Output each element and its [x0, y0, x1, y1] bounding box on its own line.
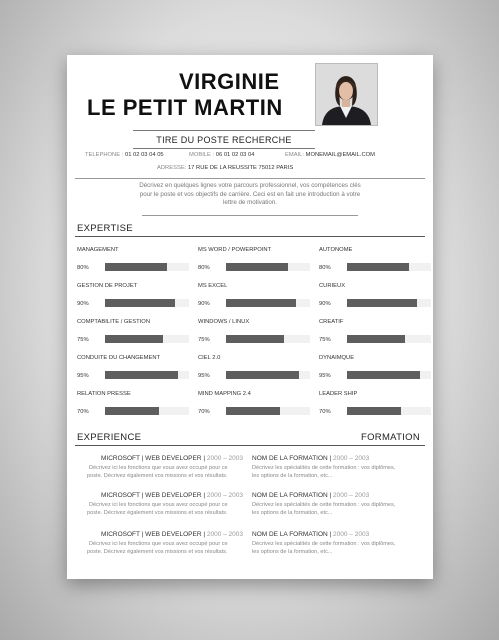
- skill-label: COMPTABILITE / GESTION: [77, 319, 151, 325]
- formation-years: 2000 – 2003: [333, 531, 370, 538]
- experience-entry-title: [101, 531, 243, 538]
- skill-label: AUTONOME: [319, 247, 353, 253]
- header-divider: [75, 178, 425, 179]
- skill-percent: 70%: [198, 409, 210, 415]
- formation-entry-title: [252, 455, 369, 462]
- experience-description: Décrivez ici les fonctions que vous avez occupé pour ce: [89, 541, 228, 547]
- address-value: 17 RUE DE LA REUSSITE 75012 PARIS: [187, 165, 294, 171]
- expertise-rule: [75, 236, 425, 237]
- job-title: TIRE DU POSTE RECHERCHE: [156, 135, 292, 145]
- skill-label: CIEL 2.0: [198, 355, 221, 361]
- formation-name: NOM DE LA FORMATION |: [252, 455, 332, 462]
- formation-name: NOM DE LA FORMATION |: [252, 492, 332, 499]
- intro-line-3: lettre de motivation.: [223, 199, 277, 206]
- contact-email: [285, 152, 375, 158]
- skill-label: CONDUITE DU CHANGEMENT: [77, 355, 161, 361]
- skill-bar-track: [226, 263, 310, 271]
- skill-percent: 70%: [77, 409, 89, 415]
- experience-description: poste. Décrivez également vos missions et vos résultats.: [87, 510, 228, 516]
- skill-bar-track: [105, 407, 189, 415]
- contact-mobile: [189, 152, 254, 158]
- intro-line-1: Décrivez en quelques lignes votre parcours professionnel, vos compétences clés: [139, 182, 361, 189]
- skill-label: MANAGEMENT: [77, 247, 119, 253]
- skill-bar-fill: [226, 371, 299, 379]
- skill-bar-fill: [105, 299, 175, 307]
- skill-bar-fill: [347, 263, 409, 271]
- skill-percent: 90%: [198, 301, 210, 307]
- formation-description: les options de la formation, etc...: [252, 549, 333, 555]
- experience-company: MICROSOFT | WEB DEVELOPER |: [101, 531, 206, 538]
- skill-bar-fill: [226, 263, 288, 271]
- formation-years: 2000 – 2003: [333, 455, 370, 462]
- resume-page: [67, 55, 433, 579]
- skill-bar-track: [226, 335, 310, 343]
- skill-bar-fill: [226, 407, 280, 415]
- skill-label: DYNAIMQUE: [319, 355, 355, 361]
- skill-percent: 95%: [77, 373, 89, 379]
- skill-percent: 80%: [77, 265, 89, 271]
- skill-bar-track: [105, 263, 189, 271]
- mobile-value: 06 01 02 03 04: [215, 152, 255, 158]
- skill-bar-track: [347, 263, 431, 271]
- skill-bar-track: [226, 407, 310, 415]
- skill-bar-fill: [347, 407, 401, 415]
- skill-label: MS WORD / POWERPOINT: [198, 247, 272, 253]
- mobile-label: MOBILE :: [189, 152, 215, 158]
- formation-entry-title: [252, 492, 369, 499]
- title-rule-bottom: [133, 148, 315, 149]
- experience-years: 2000 – 2003: [206, 455, 243, 462]
- formation-entry-title: [252, 531, 369, 538]
- experience-company: MICROSOFT | WEB DEVELOPER |: [101, 492, 206, 499]
- formation-name: NOM DE LA FORMATION |: [252, 531, 332, 538]
- formation-description: Décrivez les spécialités de cette formation : vos diplômes,: [252, 502, 396, 508]
- skill-percent: 95%: [319, 373, 331, 379]
- experience-heading: EXPERIENCE: [77, 432, 142, 443]
- skill-label: RELATION PRESSE: [77, 391, 131, 397]
- intro-rule: [142, 215, 358, 216]
- skill-percent: 95%: [198, 373, 210, 379]
- experience-entry-title: [101, 492, 243, 499]
- skill-percent: 90%: [77, 301, 89, 307]
- email-value: MONEMAIL@EMAIL.COM: [305, 152, 375, 158]
- skill-bar-fill: [347, 335, 405, 343]
- skill-label: GESTION DE PROJET: [77, 283, 138, 289]
- experience-years: 2000 – 2003: [206, 492, 243, 499]
- title-rule-top: [133, 130, 315, 131]
- experience-description: poste. Décrivez également vos missions et vos résultats.: [87, 473, 228, 479]
- experience-description: poste. Décrivez également vos missions et vos résultats.: [87, 549, 228, 555]
- skill-bar-fill: [105, 407, 159, 415]
- profile-photo: [315, 63, 378, 126]
- skill-bar-fill: [105, 263, 167, 271]
- skill-label: CURIEUX: [319, 283, 346, 289]
- address-label: ADRESSE:: [157, 165, 187, 171]
- last-name: LE PETIT MARTIN: [87, 95, 283, 120]
- experience-description: Décrivez ici les fonctions que vous avez occupé pour ce: [89, 465, 228, 471]
- formation-years: 2000 – 2003: [333, 492, 370, 499]
- contact-address: [157, 165, 293, 171]
- skill-label: MIND MAPPING 2.4: [198, 391, 251, 397]
- skill-bar-track: [347, 335, 431, 343]
- email-label: EMAIL:: [285, 152, 305, 158]
- skill-percent: 80%: [319, 265, 331, 271]
- phone-label: TELEPHONE :: [85, 152, 124, 158]
- contact-phone: [85, 152, 164, 158]
- skill-percent: 75%: [198, 337, 210, 343]
- skill-label: LEADER SHIP: [319, 391, 358, 397]
- intro-line-2: pour le poste et vos objectifs de carrière. Ceci est en fait une introduction à votre: [139, 190, 361, 198]
- skill-bar-fill: [347, 371, 420, 379]
- skill-label: CREATIF: [319, 319, 344, 325]
- experience-years: 2000 – 2003: [206, 531, 243, 538]
- experience-company: MICROSOFT | WEB DEVELOPER |: [101, 455, 206, 462]
- experience-rule: [75, 445, 425, 446]
- skill-bar-track: [347, 407, 431, 415]
- skill-percent: 75%: [319, 337, 331, 343]
- formation-description: les options de la formation, etc...: [252, 510, 333, 516]
- intro-text: [122, 182, 378, 208]
- expertise-heading: EXPERTISE: [77, 223, 133, 234]
- skill-percent: 90%: [319, 301, 331, 307]
- skill-bar-track: [347, 371, 431, 379]
- skill-percent: 75%: [77, 337, 89, 343]
- skill-bar-fill: [105, 335, 163, 343]
- skill-bar-track: [347, 299, 431, 307]
- first-name: VIRGINIE: [179, 69, 280, 94]
- skill-label: MS EXCEL: [198, 283, 228, 289]
- phone-value: 01 02 03 04 05: [124, 152, 164, 158]
- skill-bar-track: [226, 371, 310, 379]
- formation-description: Décrivez les spécialités de cette formation : vos diplômes,: [252, 465, 396, 471]
- portrait-image: [316, 64, 377, 125]
- skill-bar-track: [105, 335, 189, 343]
- experience-description: Décrivez ici les fonctions que vous avez occupé pour ce: [89, 502, 228, 508]
- formation-heading: FORMATION: [361, 432, 420, 443]
- skill-bar-fill: [347, 299, 417, 307]
- skill-bar-track: [105, 371, 189, 379]
- formation-description: les options de la formation, etc...: [252, 473, 333, 479]
- skill-bar-fill: [226, 335, 284, 343]
- skill-percent: 80%: [198, 265, 210, 271]
- skill-percent: 70%: [319, 409, 331, 415]
- skill-bar-fill: [226, 299, 296, 307]
- skill-bar-fill: [105, 371, 178, 379]
- skill-bar-track: [226, 299, 310, 307]
- skill-bar-track: [105, 299, 189, 307]
- skill-label: WINDOWS / LINUX: [198, 319, 250, 325]
- formation-description: Décrivez les spécialités de cette formation : vos diplômes,: [252, 541, 396, 547]
- experience-entry-title: [101, 455, 243, 462]
